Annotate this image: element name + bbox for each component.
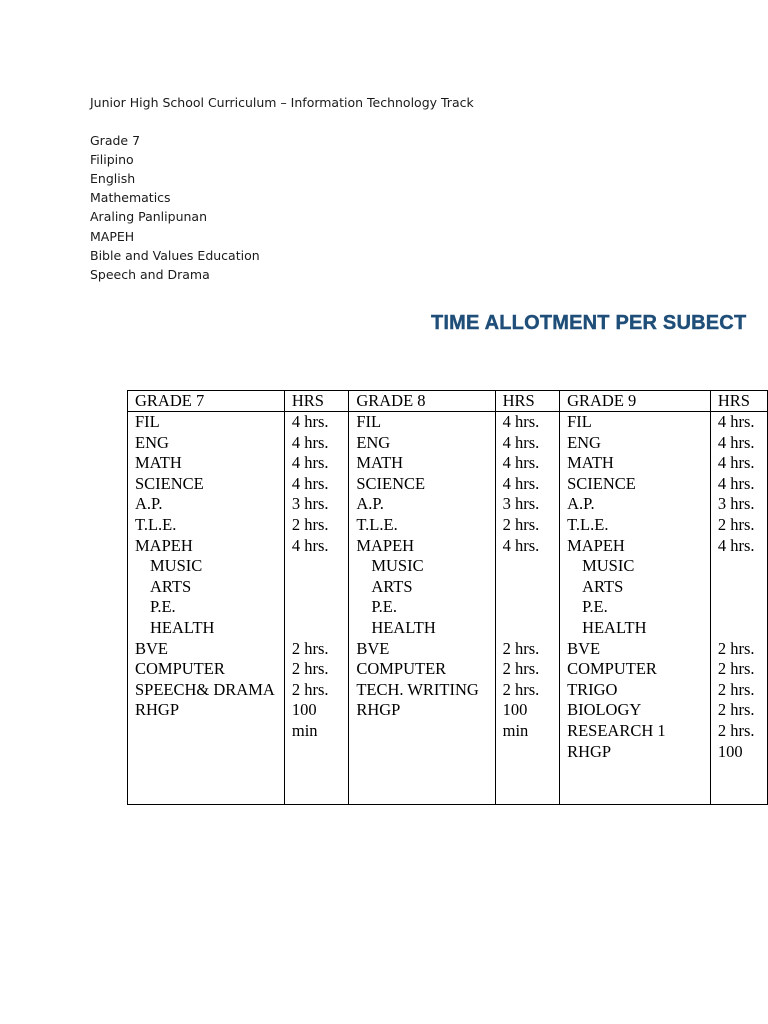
subject-entry: SCIENCE bbox=[135, 473, 204, 493]
hours-entry: 4 hrs. bbox=[502, 412, 540, 431]
hours-entry: 3 hrs. bbox=[291, 494, 329, 514]
hours-entry: 2 hrs. bbox=[717, 659, 755, 679]
subject-entry: P.E. bbox=[371, 597, 397, 617]
hours-entry bbox=[503, 597, 559, 618]
hours-entry: 4 hrs. bbox=[717, 473, 755, 493]
hours-entry bbox=[503, 556, 559, 577]
hours-entry: 4 hrs. bbox=[502, 453, 540, 473]
hours-entry bbox=[503, 577, 559, 598]
grade-label: Grade 7 bbox=[90, 133, 141, 149]
column-header-grade-8: GRADE 8 bbox=[349, 391, 495, 412]
subject-entry: MAPEH bbox=[356, 535, 415, 555]
hours-entry: 4 hrs. bbox=[502, 535, 540, 555]
subject-entry: COMPUTER bbox=[356, 659, 447, 679]
subject-entry: ARTS bbox=[150, 576, 192, 596]
table-header-row bbox=[128, 391, 768, 412]
subject-entry: MATH bbox=[567, 453, 614, 473]
grade-8-hours-cell bbox=[495, 412, 559, 805]
subject-entry: ENG bbox=[135, 432, 169, 452]
column-header-grade-9: GRADE 9 bbox=[560, 391, 711, 412]
hours-entry: 2 hrs. bbox=[717, 638, 755, 658]
subject-entry: BIOLOGY bbox=[567, 700, 642, 720]
subject-entry: ENG bbox=[356, 432, 391, 452]
curriculum-intro bbox=[90, 93, 474, 284]
hours-entry bbox=[718, 597, 767, 618]
subject-entry: ARTS bbox=[582, 576, 624, 596]
grade-8-subjects-cell bbox=[349, 412, 495, 805]
subject-entry: SPEECH& DRAMA bbox=[135, 679, 275, 699]
hours-entry: 2 hrs. bbox=[717, 679, 755, 699]
hours-entry: 4 hrs. bbox=[717, 535, 755, 555]
hours-entry: min bbox=[291, 720, 318, 740]
hours-entry bbox=[292, 577, 348, 598]
subject-entry: HEALTH bbox=[371, 617, 436, 637]
hours-entry: 4 hrs. bbox=[291, 453, 329, 473]
subject-entry: BVE bbox=[356, 638, 390, 658]
hours-entry: 2 hrs. bbox=[502, 659, 540, 679]
grade-9-hours-cell bbox=[710, 412, 767, 805]
subject-entry: MUSIC bbox=[150, 556, 203, 576]
subject-entry: MUSIC bbox=[582, 556, 635, 576]
hours-entry bbox=[503, 618, 559, 639]
subject-entry: ENG bbox=[567, 432, 601, 452]
hours-entry bbox=[292, 597, 348, 618]
hours-entry bbox=[718, 556, 767, 577]
subject-entry: P.E. bbox=[582, 597, 608, 617]
subject-entry: FIL bbox=[135, 412, 160, 431]
subject-entry: TECH. WRITING bbox=[356, 679, 479, 699]
subject-entry: SCIENCE bbox=[567, 473, 636, 493]
hours-entry: 4 hrs. bbox=[502, 473, 540, 493]
hours-entry: 2 hrs. bbox=[717, 514, 755, 534]
subject-list-item: Filipino bbox=[90, 152, 134, 168]
hours-entry: 4 hrs. bbox=[717, 412, 755, 431]
subject-entry: RHGP bbox=[567, 741, 612, 761]
subject-list-item: Bible and Values Education bbox=[90, 247, 260, 263]
subject-entry: FIL bbox=[567, 412, 592, 431]
subject-entry: BVE bbox=[567, 638, 601, 658]
hours-entry: 4 hrs. bbox=[291, 535, 329, 555]
subject-entry: P.E. bbox=[150, 597, 176, 617]
subject-entry: RHGP bbox=[135, 700, 180, 720]
subject-entry: SCIENCE bbox=[356, 473, 426, 493]
subject-list-item: MAPEH bbox=[90, 228, 135, 244]
hours-entry: 4 hrs. bbox=[717, 453, 755, 473]
subject-list-item: Araling Panlipunan bbox=[90, 209, 207, 225]
subject-entry: RESEARCH 1 bbox=[567, 720, 666, 740]
hours-entry bbox=[292, 618, 348, 639]
hours-entry: 3 hrs. bbox=[502, 494, 540, 514]
subject-list-item: Speech and Drama bbox=[90, 266, 210, 282]
column-header-hrs: HRS bbox=[284, 391, 348, 412]
table-body-row bbox=[128, 412, 768, 805]
hours-entry: 2 hrs. bbox=[291, 638, 329, 658]
hours-entry: min bbox=[502, 720, 529, 740]
column-header-grade-7: GRADE 7 bbox=[128, 391, 285, 412]
subject-list-item: English bbox=[90, 171, 136, 187]
time-allotment-table bbox=[127, 390, 768, 805]
hours-entry: 2 hrs. bbox=[502, 679, 540, 699]
subject-entry: RHGP bbox=[356, 700, 401, 720]
subject-entry: FIL bbox=[356, 412, 382, 431]
subject-entry: A.P. bbox=[356, 494, 384, 514]
hours-entry bbox=[718, 618, 767, 639]
hours-entry: 2 hrs. bbox=[291, 659, 329, 679]
subject-entry: T.L.E. bbox=[356, 514, 398, 534]
hours-entry: 2 hrs. bbox=[717, 720, 755, 740]
hours-entry bbox=[292, 556, 348, 577]
subject-entry: HEALTH bbox=[150, 617, 215, 637]
curriculum-title: Junior High School Curriculum – Information Technology Track bbox=[90, 95, 474, 110]
hours-entry: 3 hrs. bbox=[717, 494, 755, 514]
column-header-hrs: HRS bbox=[710, 391, 767, 412]
time-allotment-heading: TIME ALLOTMENT PER SUBECT bbox=[431, 312, 747, 334]
hours-entry: 2 hrs. bbox=[717, 700, 755, 720]
subject-entry: A.P. bbox=[567, 494, 595, 514]
hours-entry: 100 bbox=[502, 700, 528, 720]
hours-entry: 4 hrs. bbox=[291, 412, 329, 431]
hours-entry: 100 bbox=[291, 700, 317, 720]
hours-entry: 4 hrs. bbox=[291, 432, 329, 452]
hours-entry: 4 hrs. bbox=[502, 432, 540, 452]
subject-entry: A.P. bbox=[135, 494, 163, 514]
subject-entry: MUSIC bbox=[371, 556, 424, 576]
grade-7-subjects-cell bbox=[128, 412, 285, 805]
hours-entry: 2 hrs. bbox=[502, 514, 540, 534]
subject-entry: COMPUTER bbox=[567, 659, 657, 679]
hours-entry: 2 hrs. bbox=[291, 514, 329, 534]
subject-entry bbox=[356, 721, 494, 742]
hours-entry: 4 hrs. bbox=[717, 432, 755, 452]
subject-entry bbox=[135, 721, 284, 742]
subject-entry: TRIGO bbox=[567, 679, 618, 699]
subject-entry: MAPEH bbox=[567, 535, 625, 555]
subject-entry: MATH bbox=[135, 453, 182, 473]
subject-entry: MATH bbox=[356, 453, 404, 473]
hours-entry: 100 bbox=[717, 741, 743, 761]
subject-entry: COMPUTER bbox=[135, 659, 225, 679]
subject-entry: T.L.E. bbox=[567, 514, 609, 534]
hours-entry: 2 hrs. bbox=[291, 679, 329, 699]
hours-entry bbox=[718, 577, 767, 598]
subject-entry: T.L.E. bbox=[135, 514, 177, 534]
subject-entry: MAPEH bbox=[135, 535, 193, 555]
subject-entry: HEALTH bbox=[582, 617, 647, 637]
hours-entry: 2 hrs. bbox=[502, 638, 540, 658]
column-header-hrs: HRS bbox=[495, 391, 559, 412]
subject-entry: BVE bbox=[135, 638, 168, 658]
subject-list-item: Mathematics bbox=[90, 190, 171, 206]
grade-9-subjects-cell bbox=[560, 412, 711, 805]
grade-7-hours-cell bbox=[284, 412, 348, 805]
hours-entry: 4 hrs. bbox=[291, 473, 329, 493]
subject-entry: ARTS bbox=[371, 576, 413, 596]
